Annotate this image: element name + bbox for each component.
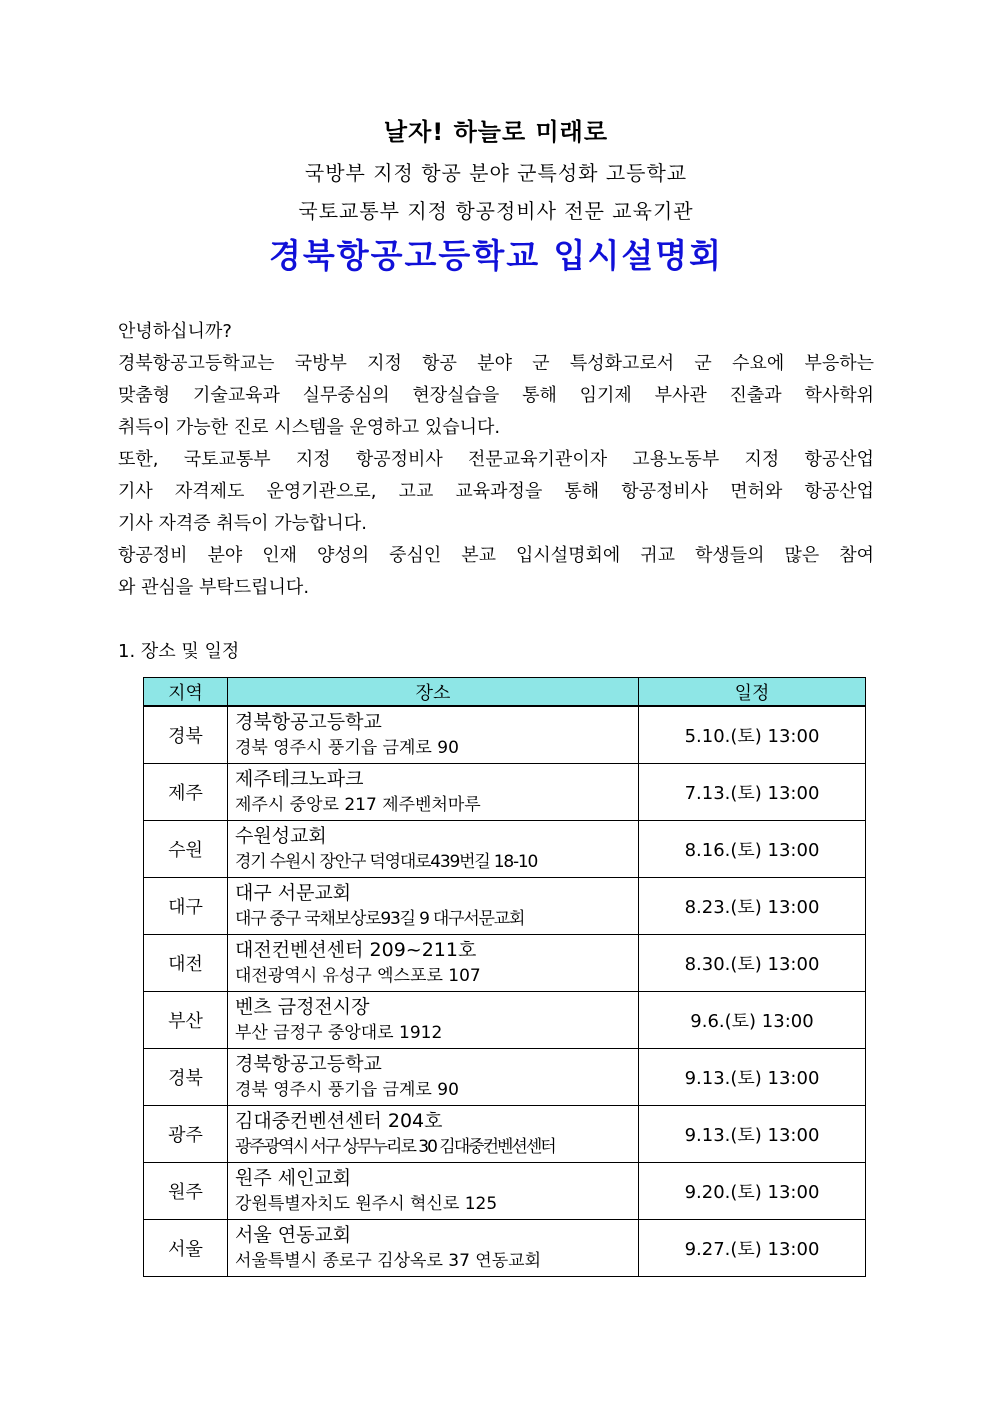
subtitle-line-2: 국토교통부 지정 항공정비사 전문 교육기관 <box>298 199 694 223</box>
place-name: 대구 서문교회 <box>235 881 352 904</box>
header-region: 지역 <box>144 678 228 707</box>
place-cell <box>228 877 639 934</box>
place-cell <box>228 1162 639 1219</box>
intro-line: 경북항공고등학교는 국방부 지정 항공 분야 군 특성화고로서 군 수요에 부응하는 <box>118 353 874 374</box>
date-cell: 9.6.(토) 13:00 <box>639 991 866 1048</box>
place-address: 경북 영주시 풍기읍 금계로 90 <box>235 737 459 758</box>
schedule-table <box>143 677 866 1277</box>
date-cell: 8.30.(토) 13:00 <box>639 934 866 991</box>
slogan: 날자! 하늘로 미래로 <box>383 118 609 146</box>
table-row <box>144 877 866 934</box>
region-cell: 광주 <box>144 1105 228 1162</box>
table-row <box>144 991 866 1048</box>
section-title: 1. 장소 및 일정 <box>118 641 240 662</box>
place-name: 원주 세인교회 <box>235 1166 352 1189</box>
date-cell: 9.13.(토) 13:00 <box>639 1105 866 1162</box>
intro-line: 항공정비 분야 인재 양성의 중심인 본교 입시설명회에 귀교 학생들의 많은 참여 <box>118 545 874 566</box>
region-cell: 대구 <box>144 877 228 934</box>
region-cell: 원주 <box>144 1162 228 1219</box>
greeting: 안녕하십니까? <box>118 321 232 342</box>
date-cell: 9.13.(토) 13:00 <box>639 1048 866 1105</box>
place-address: 강원특별자치도 원주시 혁신로 125 <box>235 1193 498 1214</box>
place-address: 제주시 중앙로 217 제주벤처마루 <box>235 794 481 815</box>
place-cell <box>228 1105 639 1162</box>
place-address: 광주광역시 서구 상무누리로 30 김대중컨벤션센터 <box>235 1136 555 1157</box>
place-name: 수원성교회 <box>235 824 327 847</box>
region-cell: 서울 <box>144 1219 228 1276</box>
table-row <box>144 1105 866 1162</box>
region-cell: 경북 <box>144 706 228 763</box>
main-title: 경북항공고등학교 입시설명회 <box>269 236 723 275</box>
header-date: 일정 <box>639 678 866 707</box>
date-cell: 5.10.(토) 13:00 <box>639 706 866 763</box>
region-cell: 대전 <box>144 934 228 991</box>
place-cell <box>228 763 639 820</box>
intro-line: 또한, 국토교통부 지정 항공정비사 전문교육기관이자 고용노동부 지정 항공산업 <box>118 449 874 470</box>
place-name: 경북항공고등학교 <box>235 710 382 733</box>
date-cell: 7.13.(토) 13:00 <box>639 763 866 820</box>
place-name: 김대중컨벤션센터 204호 <box>235 1109 443 1132</box>
place-address: 경기 수원시 장안구 덕영대로439번길 18-10 <box>235 851 538 872</box>
date-cell: 9.27.(토) 13:00 <box>639 1219 866 1276</box>
place-name: 제주테크노파크 <box>235 767 364 790</box>
date-cell: 9.20.(토) 13:00 <box>639 1162 866 1219</box>
place-cell <box>228 820 639 877</box>
table-row <box>144 1048 866 1105</box>
place-address: 대구 중구 국채보상로93길 9 대구서문교회 <box>235 908 525 929</box>
place-address: 대전광역시 유성구 엑스포로 107 <box>235 965 481 986</box>
place-cell <box>228 1048 639 1105</box>
place-name: 벤츠 금정전시장 <box>235 995 370 1018</box>
table-row <box>144 1219 866 1276</box>
place-cell <box>228 991 639 1048</box>
intro-line: 기사 자격제도 운영기관으로, 고교 교육과정을 통해 항공정비사 면허와 항공산업 <box>118 481 874 502</box>
place-name: 서울 연동교회 <box>235 1223 352 1246</box>
table-row <box>144 820 866 877</box>
place-cell <box>228 1219 639 1276</box>
place-cell <box>228 934 639 991</box>
subtitle-line-1: 국방부 지정 항공 분야 군특성화 고등학교 <box>304 161 688 185</box>
place-cell <box>228 706 639 763</box>
intro-line: 와 관심을 부탁드립니다. <box>118 577 310 598</box>
region-cell: 경북 <box>144 1048 228 1105</box>
intro-line: 취득이 가능한 진로 시스템을 운영하고 있습니다. <box>118 417 501 438</box>
date-cell: 8.16.(토) 13:00 <box>639 820 866 877</box>
intro-line: 기사 자격증 취득이 가능합니다. <box>118 513 367 534</box>
date-cell: 8.23.(토) 13:00 <box>639 877 866 934</box>
place-name: 경북항공고등학교 <box>235 1052 382 1075</box>
intro-line: 맞춤형 기술교육과 실무중심의 현장실습을 통해 임기제 부사관 진출과 학사학위 <box>118 385 874 406</box>
table-row <box>144 706 866 763</box>
table-row <box>144 934 866 991</box>
table-row <box>144 1162 866 1219</box>
region-cell: 수원 <box>144 820 228 877</box>
place-name: 대전컨벤션센터 209~211호 <box>235 938 477 961</box>
region-cell: 부산 <box>144 991 228 1048</box>
place-address: 서울특별시 종로구 김상옥로 37 연동교회 <box>235 1250 541 1271</box>
header-place: 장소 <box>228 678 639 707</box>
intro-text <box>118 316 874 604</box>
table-row <box>144 763 866 820</box>
table-header-row <box>144 678 866 707</box>
place-address: 경북 영주시 풍기읍 금계로 90 <box>235 1079 459 1100</box>
region-cell: 제주 <box>144 763 228 820</box>
place-address: 부산 금정구 중앙대로 1912 <box>235 1022 443 1043</box>
